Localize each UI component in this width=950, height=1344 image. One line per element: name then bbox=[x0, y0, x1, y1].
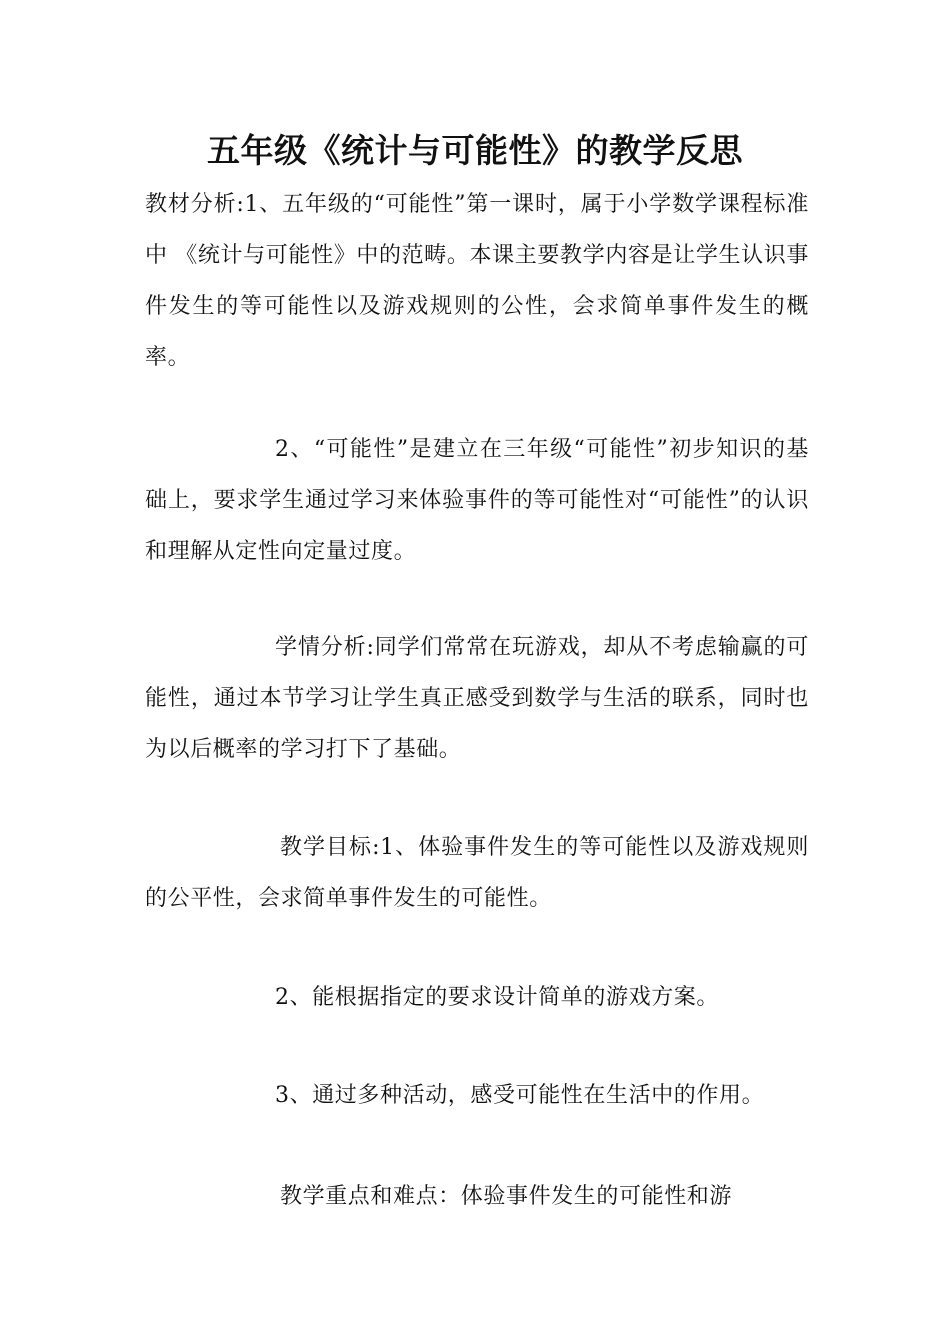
paragraph-learner-analysis: 学情分析:同学们常常在玩游戏，却从不考虑输赢的可能性，通过本节学习让学生真正感受到数学与生活的联系，同时也为以后概率的学习打下了基础。 bbox=[145, 635, 809, 762]
paragraph-material-analysis: 教材分析:1、五年级的“可能性”第一课时，属于小学数学课程标准中 《统计与可能性》中的范畴。本课主要教学内容是让学生认识事件发生的等可能性以及游戏规则的公性，会求简单事件发生的概率。 bbox=[145, 192, 809, 370]
paragraph-teaching-goal-2: 2、能根据指定的要求设计简单的游戏方案。 bbox=[275, 985, 719, 1010]
paragraph-possibility-basis: 2、“可能性”是建立在三年级“可能性”初步知识的基础上，要求学生通过学习来体验事件的等可能性对“可能性”的认识和理解从定性向定量过度。 bbox=[145, 437, 809, 564]
paragraph-key-points: 教学重点和难点：体验事件发生的可能性和游 bbox=[280, 1184, 733, 1209]
paragraph-teaching-goal-3: 3、通过多种活动，感受可能性在生活中的作用。 bbox=[275, 1083, 765, 1108]
document-title: 五年级《统计与可能性》的教学反思 bbox=[207, 131, 743, 170]
paragraph-teaching-goal-1: 教学目标:1、体验事件发生的等可能性以及游戏规则的公平性，会求简单事件发生的可能性。 bbox=[145, 835, 809, 911]
